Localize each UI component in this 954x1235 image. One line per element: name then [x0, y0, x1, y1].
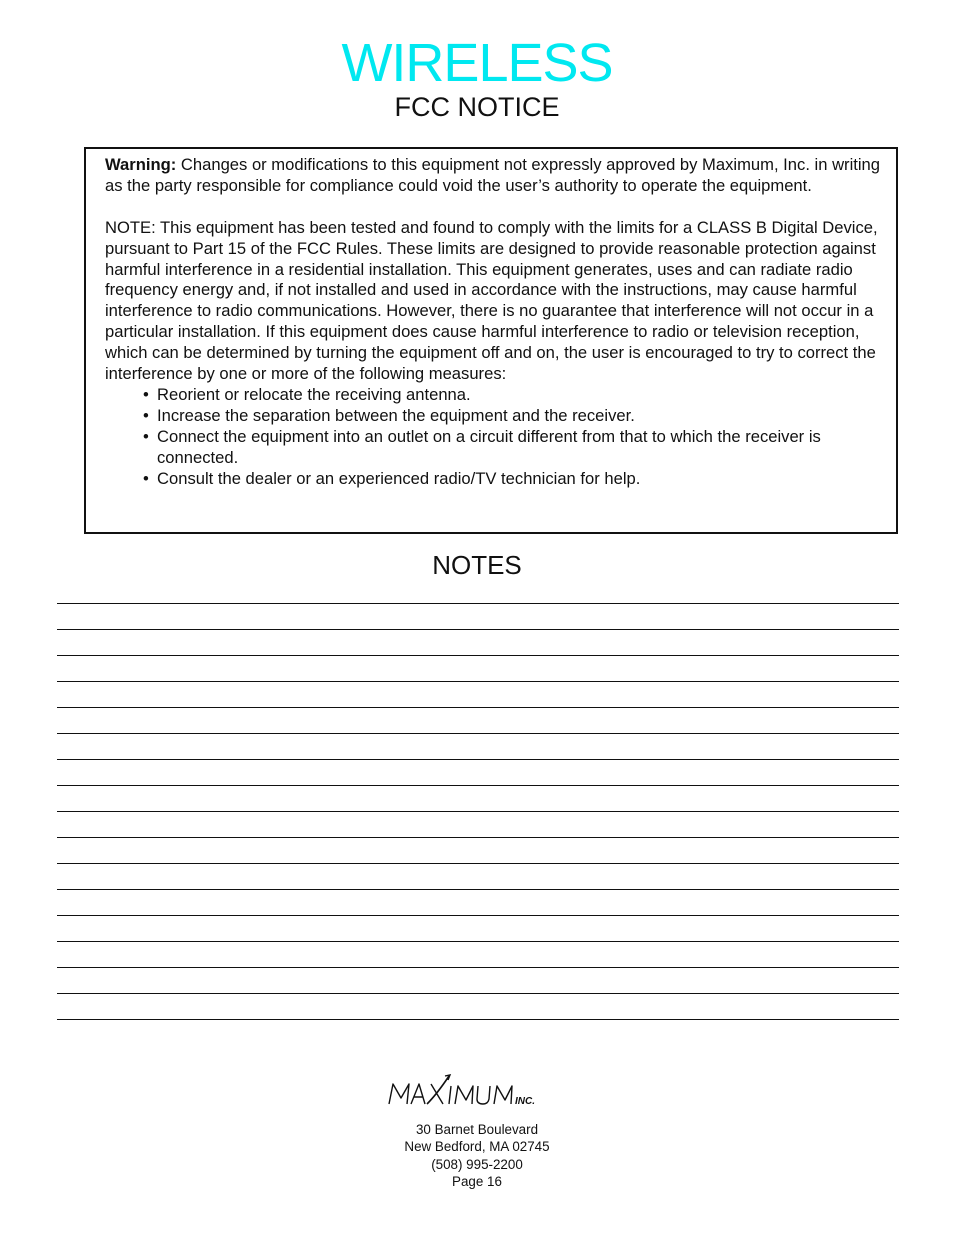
notes-line	[57, 837, 899, 838]
bullet-icon: •	[143, 384, 149, 404]
note-paragraph: NOTE: This equipment has been tested and found to comply with the limits for a CLASS B Digital Device, pursuant to Part 15 of the FCC Rules. These limits are designed to provide reasonable protection against harmful interference in a residential installation. This equipment generates, uses and can radiate radio frequency energy and, if not installed and used in accordance with the instructions, may cause harmful interference to radio communications. However, there is no guarantee that interference will not occur in a particular installation. If this equipment does cause harmful interference to radio or television reception, which can be determined by turning the equipment off and on, the user is encouraged to try to correct the interference by one or more of the following measures:	[105, 217, 878, 384]
notes-ruled-lines	[57, 603, 899, 1045]
notes-line	[57, 863, 899, 864]
footer	[0, 1072, 954, 1190]
measure-text: Connect the equipment into an outlet on a circuit different from that to which the receiver is connected.	[157, 426, 821, 467]
notes-heading: NOTES	[432, 550, 522, 580]
measure-text: Consult the dealer or an experienced radio/TV technician for help.	[157, 468, 641, 488]
bullet-icon: •	[143, 426, 149, 446]
notes-line	[57, 707, 899, 708]
bullet-icon: •	[143, 405, 149, 425]
bullet-icon: •	[143, 468, 149, 488]
notes-line	[57, 941, 899, 942]
paragraph-spacer	[105, 197, 895, 218]
address-street: 30 Barnet Boulevard	[415, 1122, 539, 1137]
company-phone: (508) 995-2200	[431, 1156, 523, 1172]
measures-list	[105, 385, 895, 490]
notes-line	[57, 629, 899, 630]
notes-line	[57, 967, 899, 968]
page-title: WIRELESS	[341, 33, 613, 93]
address-city: New Bedford, MA 02745	[404, 1139, 550, 1155]
measure-item	[143, 427, 895, 469]
warning-text: Changes or modifications to this equipment not expressly approved by Maximum, Inc. in writing as the party responsible for compliance could void the user’s authority to operate the equipment.	[105, 155, 881, 195]
page-number: Page 16	[452, 1173, 502, 1189]
notes-line	[57, 655, 899, 656]
maximum-logo-icon	[387, 1072, 567, 1112]
notes-line	[57, 811, 899, 812]
measure-item	[143, 406, 895, 427]
notes-line	[57, 915, 899, 916]
measure-item	[143, 385, 895, 406]
measure-item	[143, 469, 895, 490]
fcc-notice-content	[105, 155, 895, 489]
company-logo	[387, 1072, 567, 1112]
notes-line	[57, 993, 899, 994]
notes-line	[57, 603, 899, 604]
page-subtitle: FCC NOTICE	[394, 92, 560, 122]
notes-line	[57, 733, 899, 734]
notes-line	[57, 681, 899, 682]
measure-text: Reorient or relocate the receiving antenna.	[157, 384, 471, 404]
measure-text: Increase the separation between the equipment and the receiver.	[157, 405, 635, 425]
fcc-notice-box	[84, 147, 898, 534]
company-address	[0, 1121, 954, 1190]
logo-suffix: INC.	[515, 1096, 535, 1107]
notes-line	[57, 1019, 899, 1020]
notes-line	[57, 759, 899, 760]
warning-label: Warning:	[105, 155, 177, 174]
notes-line	[57, 889, 899, 890]
warning-paragraph	[105, 155, 895, 197]
notes-line	[57, 785, 899, 786]
